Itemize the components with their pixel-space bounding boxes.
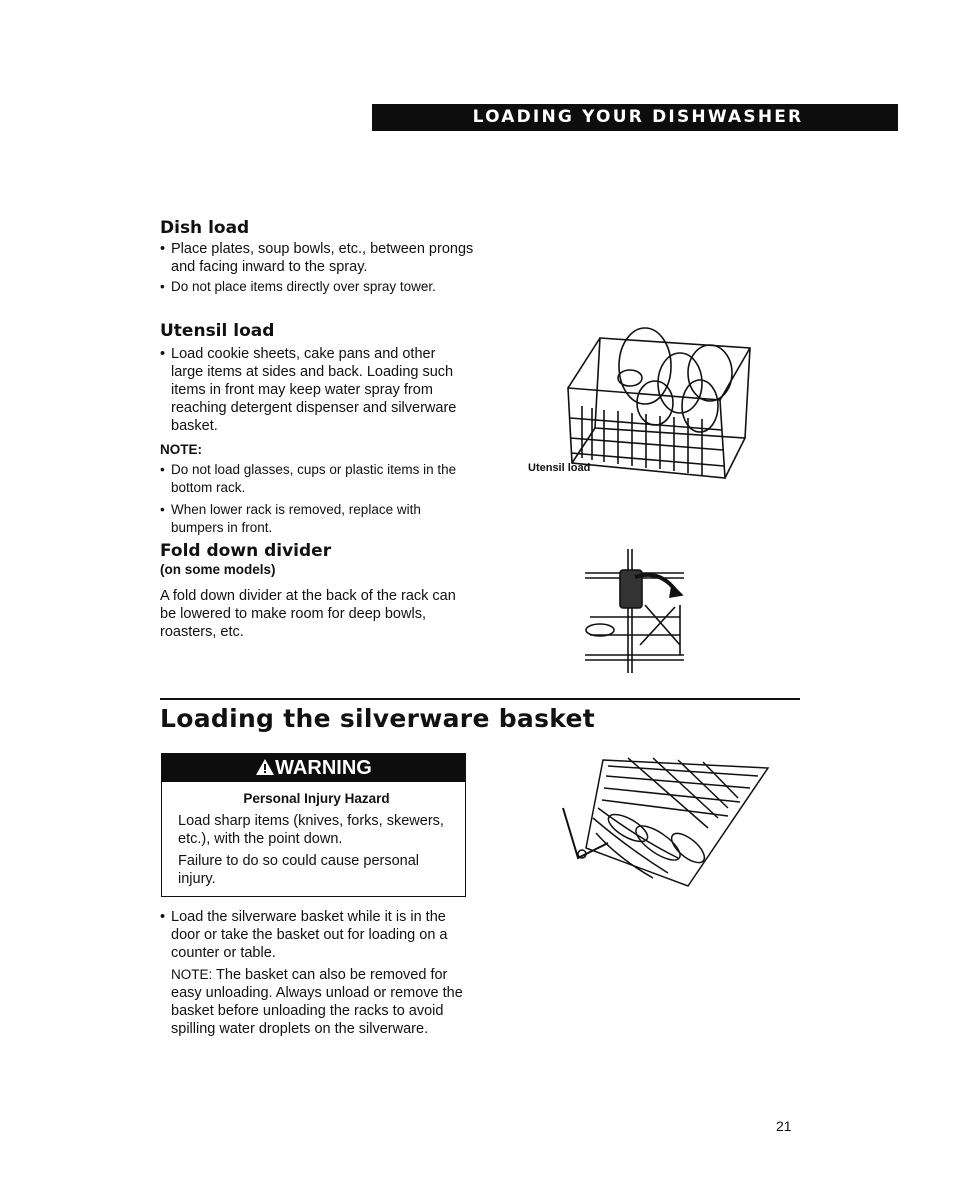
dish-load-bullet-1: • Place plates, soup bowls, etc., between prongs and facing inward to the spray. [160,240,480,276]
page-number: 21 [776,1118,792,1134]
utensil-note-2: • When lower rack is removed, replace with bumpers in front. [160,501,466,537]
silverware-section [160,908,472,1038]
fold-down-subtitle: (on some models) [160,562,276,577]
utensil-load-section [160,321,466,537]
warning-line-2: Failure to do so could cause personal injury. [178,853,420,887]
utensil-note-label: NOTE: [160,442,202,457]
utensil-load-heading: Utensil load [160,321,275,341]
silverware-note-label: NOTE: [171,967,213,982]
dish-load-heading: Dish load [160,218,250,238]
silverware-heading: Loading the silverware basket [160,704,596,733]
silverware-note-text: The basket can also be removed for easy unloading. Always unload or remove the basket before unloading the racks to avoid spilling water droplets on the silverware. [171,967,463,1037]
warning-line-1: Load sharp items (knives, forks, skewers, etc.), with the point down. [178,813,444,847]
warning-hazard: Personal Injury Hazard [243,791,390,806]
silverware-note [160,966,472,1038]
silverware-bullet: • Load the silverware basket while it is in the door or take the basket out for loading on a counter or table. [160,908,472,962]
fold-down-heading: Fold down divider [160,541,332,561]
warning-body [178,790,455,888]
fold-down-text: A fold down divider at the back of the rack can be lowered to make room for deep bowls, roasters, etc. [160,588,456,640]
warning-triangle-icon [255,758,275,776]
rack-with-pans-illustration [560,318,760,486]
warning-header [162,754,465,782]
fold-down-section [160,541,460,641]
section-banner: LOADING YOUR DISHWASHER [372,104,898,131]
silverware-basket-illustration [558,748,772,888]
section-divider [160,698,800,700]
warning-label: WARNING [275,757,372,779]
dish-load-bullet-2: • Do not place items directly over spray tower. [160,278,480,296]
utensil-load-bullet: • Load cookie sheets, cake pans and other large items at sides and back. Loading such items in front may keep water spray from reaching detergent dispenser and silverware basket. [160,345,466,435]
utensil-note-1: • Do not load glasses, cups or plastic items in the bottom rack. [160,461,466,497]
dish-load-section [160,218,480,296]
fold-down-divider-illustration [580,545,686,677]
warning-box [161,753,466,897]
utensil-figure-caption: Utensil load [528,462,591,474]
